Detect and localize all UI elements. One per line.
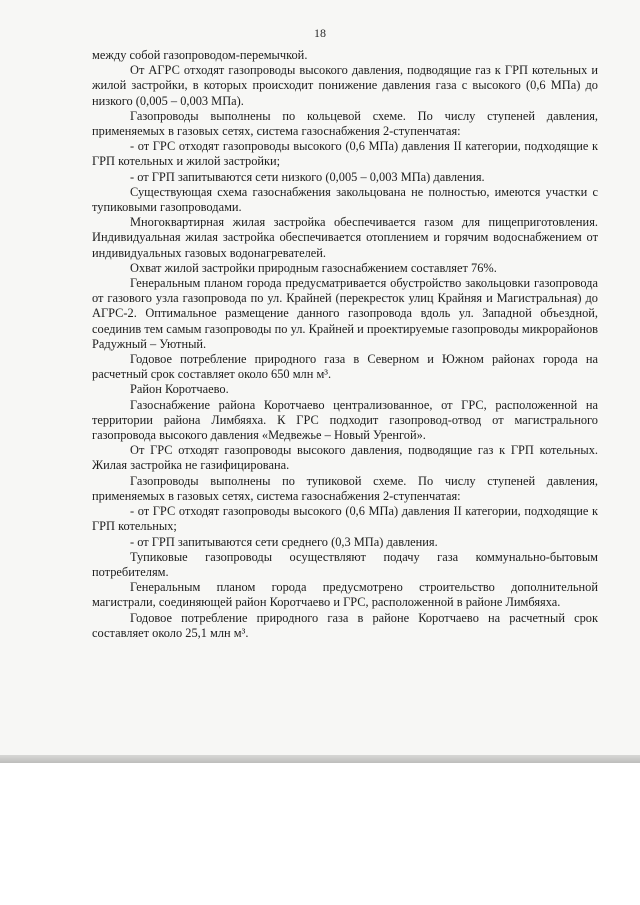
page-number: 18 [314,26,326,40]
paragraph: Годовое потребление природного газа в Северном и Южном районах города на расчетный срок составляет около 650 млн м³. [92,352,598,382]
paragraph: От АГРС отходят газопроводы высокого давления, подводящие газ к ГРП котельных и жилой застройки, в которых происходит понижение давления газа с высокого (0,6 МПа) до низкого (0,005 – 0,003 МПа). [92,63,598,108]
paragraph: Годовое потребление природного газа в районе Коротчаево на расчетный срок составляет около 25,1 млн м³. [92,610,598,640]
paragraph: Многоквартирная жилая застройка обеспечивается газом для пищеприготовления. Индивидуальная жилая застройка обеспечивается отоплением и горячим водоснабжением от индивидуальных газовых водонагревателей. [92,215,598,260]
paragraph: - от ГРП запитываются сети низкого (0,005 – 0,003 МПа) давления. [130,169,485,184]
paragraph: От ГРС отходят газопроводы высокого давления, подводящие газ к ГРП котельных. Жилая застройка не газифицирована. [92,443,598,473]
paragraph: Газопроводы выполнены по тупиковой схеме. По числу ступеней давления, применяемых в газовых сетях, система газоснабжения 2-ступенчатая: [92,473,598,503]
paragraph: - от ГРС отходят газопроводы высокого (0,6 МПа) давления II категории, подходящие к ГРП котельных и жилой застройки; [92,139,598,169]
paragraph: Газоснабжение района Коротчаево централизованное, от ГРС, расположенной на территории района Лимбяяха. К ГРС подходит газопровод-отвод от магистрального газопровода высокого давления «Медвежье – Новый Уренгой». [92,397,598,443]
body-text [92,48,598,641]
paragraph: Газопроводы выполнены по кольцевой схеме. По числу ступеней давления, применяемых в газовых сетях, система газоснабжения 2-ступенчатая: [92,108,598,139]
paragraph: Охват жилой застройки природным газоснабжением составляет 76%. [130,260,497,275]
paragraph: Район Коротчаево. [130,382,229,397]
paragraph: Тупиковые газопроводы осуществляют подачу газа коммунально-бытовым потребителям. [92,549,598,579]
paragraph: - от ГРП запитываются сети среднего (0,3 МПа) давления. [130,534,438,549]
paragraph: Генеральным планом города предусматривается обустройство закольцовки газопровода от газового узла газопровода по ул. Крайней (перекресток улиц Крайняя и Магистральная) до АГРС-2. Оптимальное размещение данного газопровода вдоль ул. Западной объездной, соединив тем самым газопроводы по ул. Крайней и проектируемые газопроводы микрорайонов Радужный – Уютный. [92,276,598,351]
paragraph: Существующая схема газоснабжения закольцована не полностью, имеются участки с тупиковыми газопроводами. [92,184,598,215]
paragraph: между собой газопроводом-перемычкой. [92,48,308,62]
paragraph: - от ГРС отходят газопроводы высокого (0,6 МПа) давления II категории, подходящие к ГРП котельных; [92,504,598,534]
paragraph: Генеральным планом города предусмотрено строительство дополнительной магистрали, соединяющей район Коротчаево и ГРС, расположенной в районе Лимбяяха. [92,580,598,610]
page-bottom-edge [0,755,640,763]
